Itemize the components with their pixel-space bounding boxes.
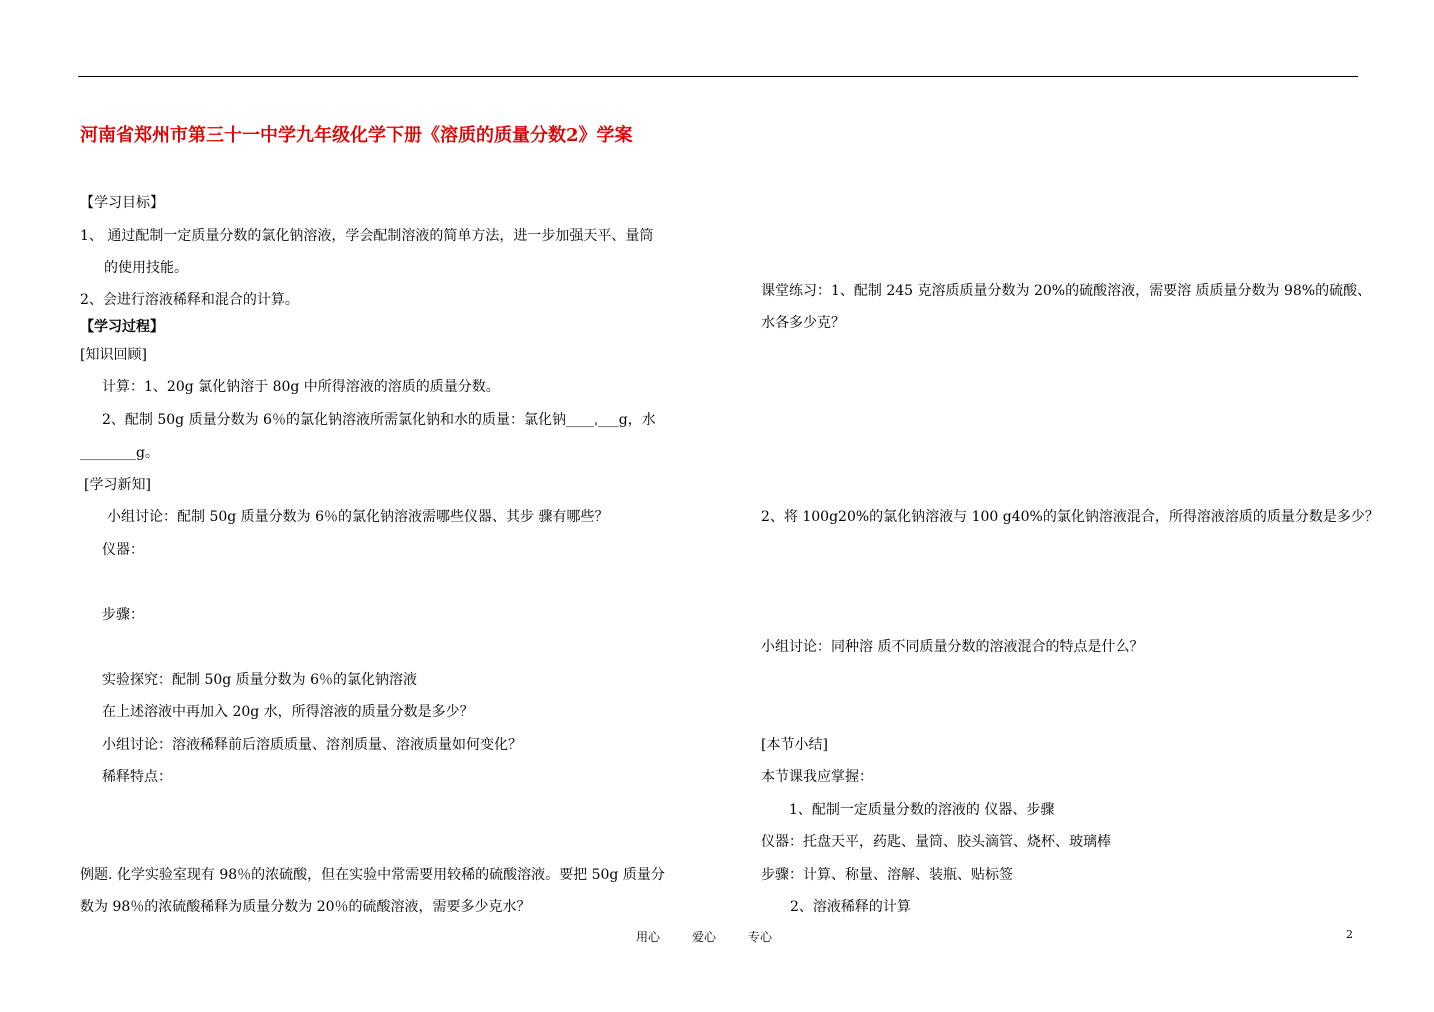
practice-2: 2、将 100g20%的氯化钠溶液与 100 g40%的氯化钠溶液混合，所得溶液溶质的质量分数是多少？ [761, 509, 1379, 525]
summary-intro: 本节课我应掌握： [761, 769, 873, 785]
review-calc-1: 计算：1、20g 氯化钠溶于 80g 中所得溶液的溶质的质量分数。 [102, 379, 500, 395]
summary-steps: 步骤：计算、称量、溶解、装瓶、贴标签 [761, 867, 1013, 883]
instruments-label: 仪器： [102, 542, 144, 558]
steps-label: 步骤： [102, 607, 144, 623]
footer-word-1: 用心 [636, 930, 661, 944]
footer-word-2: 爱心 [692, 930, 717, 944]
review-heading: [知识回顾] [80, 347, 147, 363]
summary-item-1: 1、配制一定质量分数的溶液的 仪器、步骤 [789, 802, 1055, 818]
document-title: 河南省郑州市第三十一中学九年级化学下册《溶质的质量分数2》学案 [80, 125, 633, 146]
goal-2: 2、会进行溶液稀释和混合的计算。 [80, 292, 299, 308]
header-rule [78, 76, 1358, 77]
practice-1-line-2: 水各多少克？ [761, 315, 845, 331]
review-calc-2-line-2: ________g。 [80, 445, 159, 461]
example-line-1: 例题. 化学实验室现有 98％的浓硫酸，但在实验中常需要用较稀的硫酸溶液。要把 50g 质量分 [80, 867, 665, 883]
footer-word-3: 专心 [748, 930, 773, 944]
summary-heading: [本节小结] [761, 737, 828, 753]
process-heading: 【学习过程】 [80, 319, 164, 335]
group-discussion-3: 小组讨论：同种溶 质不同质量分数的溶液混合的特点是什么？ [761, 639, 1144, 655]
experiment-text: 实验探究：配制 50g 质量分数为 6％的氯化钠溶液 [102, 672, 418, 688]
new-knowledge-heading: [学习新知] [84, 477, 151, 493]
example-line-2: 数为 98％的浓硫酸稀释为质量分数为 20％的硫酸溶液，需要多少克水？ [80, 899, 531, 915]
goal-heading: 【学习目标】 [80, 195, 164, 211]
group-discussion-2: 小组讨论：溶液稀释前后溶质质量、溶剂质量、溶液质量如何变化？ [102, 737, 522, 753]
group-discussion-1: 小组讨论：配制 50g 质量分数为 6％的氯化钠溶液需哪些仪器、其步 骤有哪些？ [107, 509, 609, 525]
goal-1-line-1: 1、 通过配制一定质量分数的氯化钠溶液，学会配制溶液的简单方法，进一步加强天平、量筒 [80, 228, 654, 244]
summary-item-2: 2、溶液稀释的计算 [790, 899, 911, 915]
summary-instruments: 仪器：托盘天平，药匙、量筒、胶头滴管、烧杯、玻璃棒 [761, 834, 1111, 850]
page-number: 2 [1346, 928, 1353, 941]
review-calc-2-line-1: 2、配制 50g 质量分数为 6％的氯化钠溶液所需氯化钠和水的质量：氯化钠____ˌ___g，水 [102, 412, 656, 428]
add-water-question: 在上述溶液中再加入 20g 水，所得溶液的质量分数是多少？ [102, 704, 474, 720]
goal-1-line-2: 的使用技能。 [104, 260, 188, 276]
dilution-label: 稀释特点： [102, 769, 172, 785]
practice-1-line-1: 课堂练习：1、配制 245 克溶质质量分数为 20%的硫酸溶液，需要溶 质质量分数为 98%的硫酸、 [761, 283, 1372, 299]
